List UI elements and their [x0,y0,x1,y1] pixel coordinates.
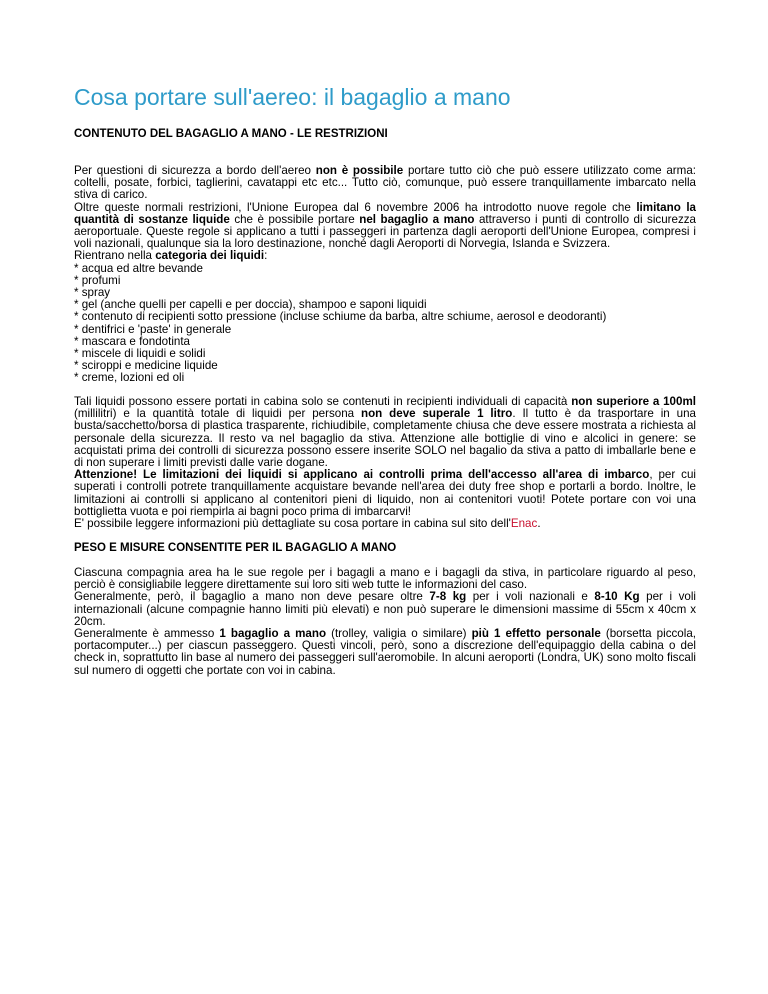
paragraph [74,469,696,518]
text: Generalmente, però, il bagaglio a mano non deve pesare oltre [74,590,430,604]
text: (trolley, valigia o similare) [326,627,472,641]
text-bold: non deve superale 1 litro [361,407,513,421]
paragraph [74,518,696,530]
text: portare tutto ciò che può essere utilizzato come arma: coltelli, posate, forbici, taglierini, cavatappi etc etc... Tutto ciò, comunque, può essere tranquillamente imbarcato nella stiva di carico. [74,164,696,202]
text: , per cui superati i controlli potrete tranquillamente acquistare bevande nell'area dei duty free shop e portarli a bordo. Inoltre, le limitazioni ai controlli si applicano al contenitori pieni di liquido, non ai contenitori vuoti! Potete portare con voi una bottiglietta vuota e poi riempirla ai bagni poco prima di imbarcarvi! [74,468,696,518]
section-heading-restrictions: CONTENUTO DEL BAGAGLIO A MANO - LE RESTRIZIONI [74,128,388,140]
section-liquids-rules [74,396,696,530]
text-bold: 1 bagaglio a mano [219,627,327,641]
text: Per questioni di sicurezza a bordo dell'aereo [74,164,316,177]
section-weight-body [74,567,696,677]
text-bold: limitano la quantità di sostanze liquide [74,200,696,226]
text: Tali liquidi possono essere portati in cabina solo se contenuti in recipienti individuali di capacità [74,395,572,408]
list-item: * creme, lozioni ed oli [74,371,185,385]
list-item: * spray [74,286,111,300]
text-bold: categoria dei liquidi [155,249,265,263]
text-bold: 8-10 Kg [594,590,640,604]
section-heading-weight: PESO E MISURE CONSENTITE PER IL BAGAGLIO A MANO [74,542,397,554]
list-item: * mascara e fondotinta [74,334,191,348]
list-item: * acqua ed altre bevande [74,261,203,275]
text: : [264,249,268,263]
text: che è possibile portare [229,212,360,226]
paragraph [74,591,696,628]
text-bold: nel bagaglio a mano [359,212,475,226]
liquids-list [74,263,696,385]
paragraph [74,396,696,469]
paragraph [74,202,696,251]
text: per i voli internazionali (alcune compagnie hanno limiti più elevati) e non può superare le dimensioni massime di 55cm x 40cm x 20cm. [74,590,696,628]
text: . Il tutto è da trasportare in una busta/sacchetto/borsa di plastica trasparente, richiudibile, completamente chiusa che deve essere mostrata a richiesta al personale della sicurezza. Il resto va nel bagaglio da stiva. Attenzione alle bottiglie di vino e alcolici in genere: se acquistati prima dei controlli di sicurezza possono essere inserite SOLO nel bagalio da stiva a patto di imballarle bene e di non superare i limiti previsti dalle varie dogane. [74,407,696,470]
paragraph [74,165,696,202]
text-bold: 7-8 kg [429,590,467,604]
enac-link[interactable]: Enac [510,517,538,531]
list-item: * profumi [74,273,121,287]
page-title: Cosa portare sull'aereo: il bagaglio a mano [74,84,511,110]
paragraph: Ciascuna compagnia area ha le sue regole per i bagagli a mano e i bagagli da stiva, in particolare riguardo al peso, perciò è consigliabile leggere direttamente sui loro siti web tutte le informazioni del caso. [74,566,696,592]
text: Rientrano nella [74,249,156,263]
text-bold: Attenzione! Le limitazioni dei liquidi si applicano ai controlli prima dell'accesso all'area di imbarco [74,468,650,482]
text: E' possibile leggere informazioni più dettagliate su cosa portare in cabina sul sito dell' [74,517,511,531]
list-item: * gel (anche quelli per capelli e per doccia), shampoo e saponi liquidi [74,298,427,312]
text: per i voli nazionali e [466,590,595,604]
text: (borsetta piccola, portacomputer...) per ciascun passeggero. Questi vincoli, però, sono a discrezione dell'equipaggio della cabina o del check in, soprattutto lin base al numero dei passeggeri sull'aeromobile. In alcuni aeroporti (Londra, UK) sono molto fiscali sul numero di oggetti che portate con voi in cabina. [74,627,696,677]
list-item: * sciroppi e medicine liquide [74,359,218,373]
text: (millilitri) e la quantità totale di liquidi per persona [74,407,362,421]
list-item: * dentifrici e 'paste' in generale [74,322,232,336]
paragraph [74,628,696,677]
list-item: * contenuto di recipienti sotto pressione (incluse schiume da barba, altre schiume, aerosol e deodoranti) [74,310,607,324]
text: Oltre queste normali restrizioni, l'Unione Europea dal 6 novembre 2006 ha introdotto nuove regole che [74,200,637,214]
text-bold: non è possibile [315,164,404,177]
paragraph [74,250,696,262]
list-item: * miscele di liquidi e solidi [74,347,206,361]
section-restrictions-body [74,165,696,385]
text-bold: più 1 effetto personale [471,627,601,641]
text: . [537,517,541,531]
text: Generalmente è ammesso [74,627,220,641]
text: attraverso i punti di controllo di sicurezza aeroportuale. Queste regole si applicano a tutti i passeggeri in partenza dagli aeroporti dell'Unione Europea, compresi i voli nazionali, qualunque sia la loro destinazione, nonché dagli Aeroporti di Norvegia, Islanda e Svizzera. [74,212,697,251]
text-bold: non superiore a 100ml [571,395,696,408]
